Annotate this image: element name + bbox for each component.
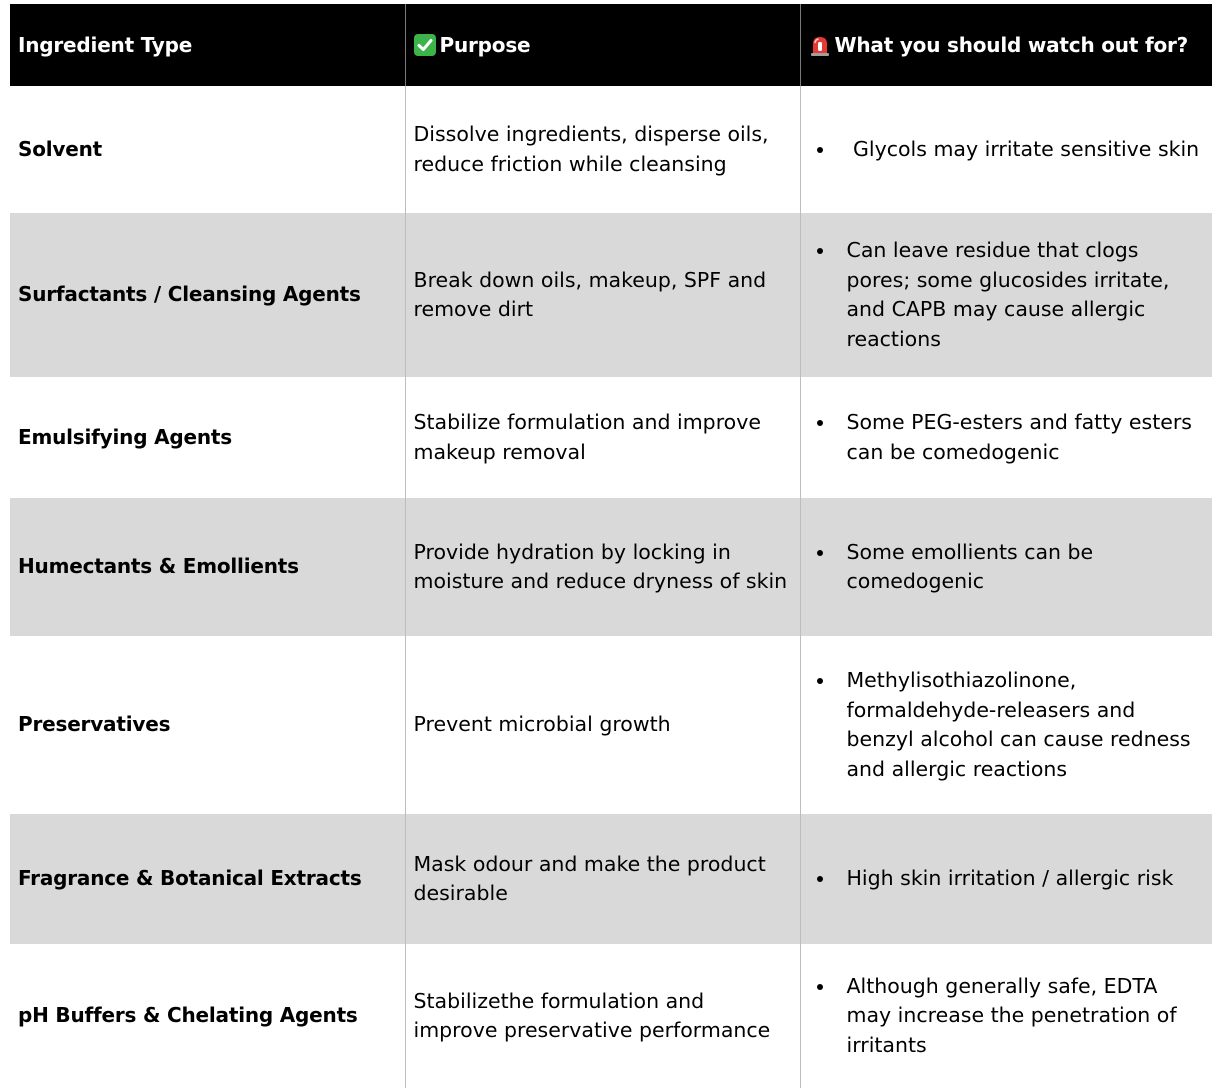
header-watch-out-label: What you should watch out for? [834,33,1189,57]
purpose-cell: Stabilize formulation and improve makeup removal [405,377,800,498]
ingredient-type-cell: Surfactants / Cleansing Agents [10,213,405,377]
watch-out-item [817,666,1207,784]
purpose-cell: Stabilizethe formulation and improve preservative performance [405,944,800,1088]
purpose-cell: Dissolve ingredients, disperse oils, reduce friction while cleansing [405,86,800,213]
bullet-icon [817,984,823,990]
bullet-icon [817,550,823,556]
watch-out-cell [800,944,1212,1088]
purpose-cell: Provide hydration by locking in moisture and reduce dryness of skin [405,498,800,636]
siren-emoji-icon [809,34,831,56]
watch-out-item [817,135,1207,165]
watch-out-item [817,236,1207,354]
table-row [10,636,1212,814]
header-ingredient-type [10,4,405,86]
table-header-row [10,4,1212,86]
watch-out-item [817,864,1207,894]
ingredient-table [10,4,1212,1088]
table-row [10,86,1212,213]
watch-out-cell [800,86,1212,213]
ingredient-type-cell: Solvent [18,136,103,161]
bullet-icon [817,147,823,153]
table-row [10,213,1212,377]
purpose-cell: Break down oils, makeup, SPF and remove dirt [405,213,800,377]
ingredient-type-cell: Fragrance & Botanical Extracts [10,814,405,944]
watch-out-text: Some emollients can be comedogenic [846,539,1094,593]
ingredient-type-cell: Emulsifying Agents [18,424,232,449]
header-watch-out [800,4,1212,86]
watch-out-item [817,538,1207,597]
bullet-icon [817,248,823,254]
header-ingredient-type-label: Ingredient Type [18,33,193,57]
watch-out-text: Glycols may irritate sensitive skin [846,136,1200,161]
header-purpose-label: Purpose [439,33,531,57]
table-row [10,377,1212,498]
ingredient-type-cell: pH Buffers & Chelating Agents [18,1003,358,1028]
bullet-icon [817,678,823,684]
table-row [10,814,1212,944]
ingredient-type-cell: Humectants & Emollients [10,498,405,636]
watch-out-text: Can leave residue that clogs pores; some glucosides irritate, and CAPB may cause allergic reactions [846,238,1170,351]
purpose-cell: Prevent microbial growth [405,636,800,814]
bullet-icon [817,420,823,426]
watch-out-text: Some PEG-esters and fatty esters can be comedogenic [846,410,1192,464]
watch-out-text: Methylisothiazolinone, formaldehyde-releasers and benzyl alcohol can cause redness and allergic reactions [846,668,1191,781]
bullet-icon [817,876,823,882]
watch-out-item [817,972,1207,1061]
watch-out-item [817,408,1207,467]
ingredient-type-cell: Preservatives [18,712,171,737]
ingredient-table-container [10,4,1212,1088]
watch-out-cell [800,636,1212,814]
table-row [10,944,1212,1088]
watch-out-cell [800,498,1212,636]
header-purpose [405,4,800,86]
watch-out-text: Although generally safe, EDTA may increase the penetration of irritants [846,973,1177,1057]
watch-out-cell [800,377,1212,498]
purpose-cell: Mask odour and make the product desirable [405,814,800,944]
table-row [10,498,1212,636]
watch-out-text: High skin irritation / allergic risk [846,866,1174,891]
check-mark-emoji-icon [414,34,436,56]
watch-out-cell [800,213,1212,377]
watch-out-cell [800,814,1212,944]
